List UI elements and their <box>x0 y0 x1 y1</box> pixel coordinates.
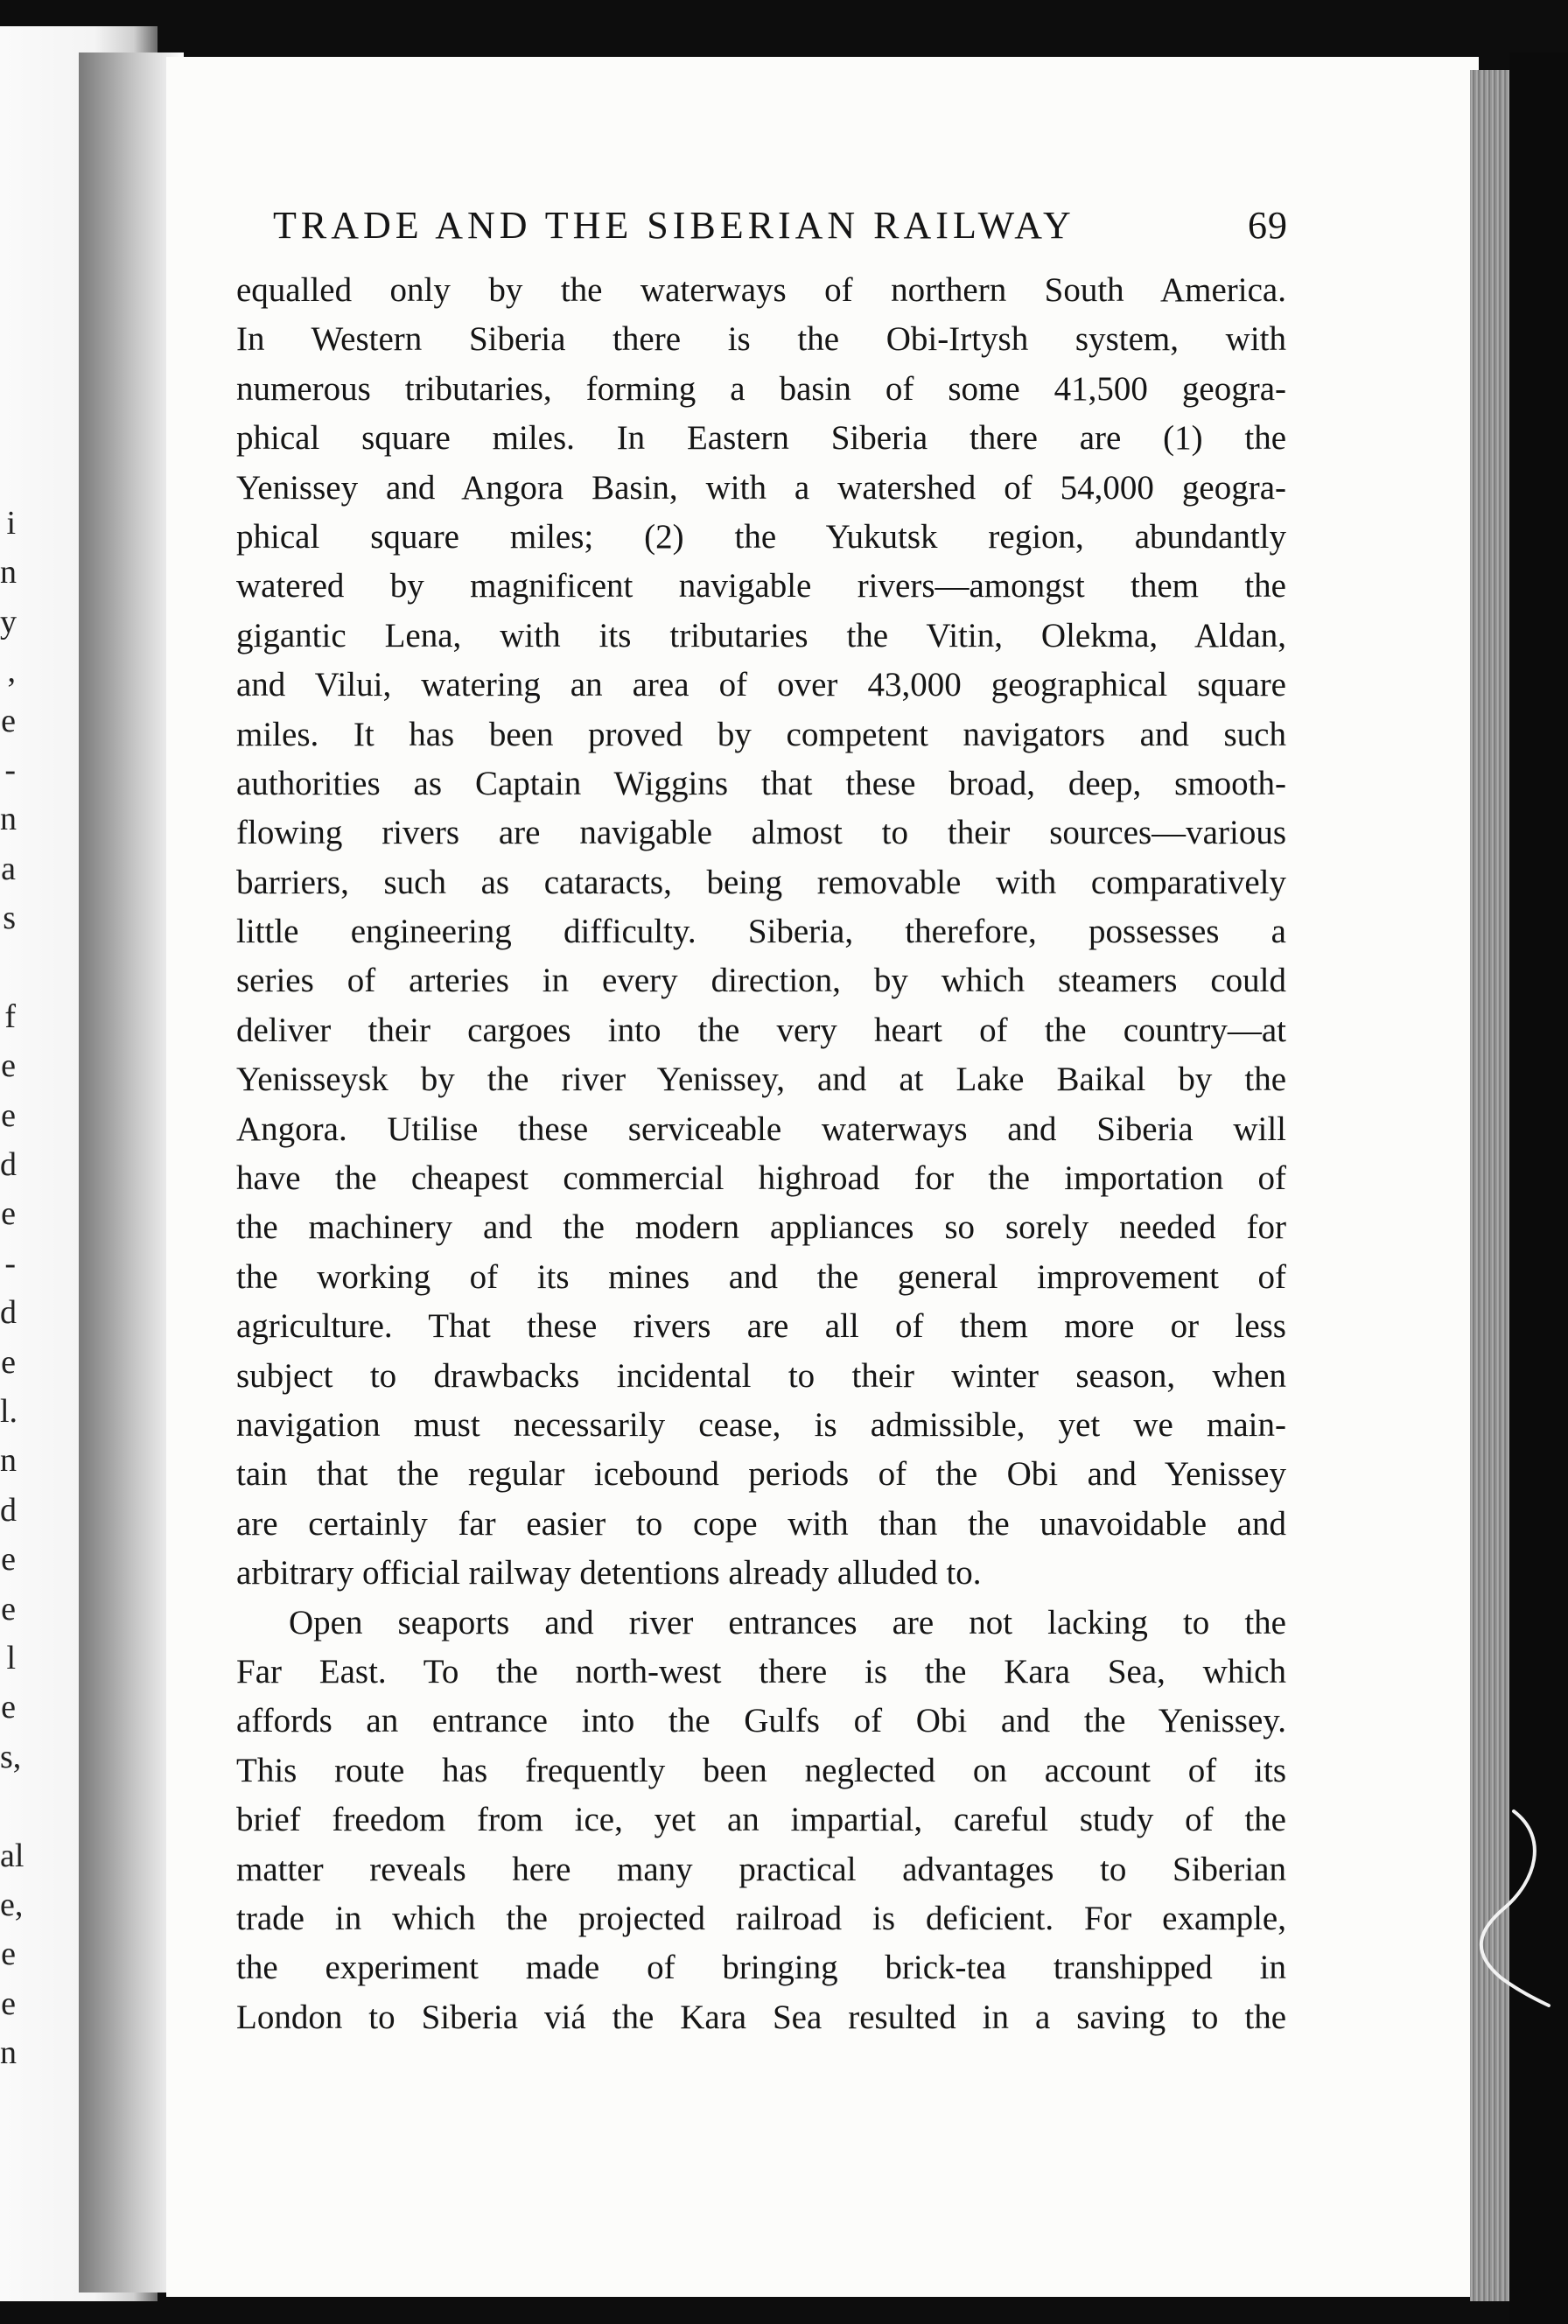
text-line: have the cheapest commercial highroad for the importation of <box>236 1159 1286 1198</box>
left-glyph: e <box>1 1984 16 2022</box>
left-glyph: e <box>1 702 16 739</box>
text-line: brief freedom from ice, yet an impartial, careful study of the <box>236 1801 1286 1839</box>
text-line: deliver their cargoes into the very heart of the country—at <box>236 1011 1286 1049</box>
left-glyph: d <box>0 1294 17 1332</box>
text-line: Angora. Utilise these serviceable waterways and Siberia will <box>236 1110 1286 1148</box>
left-glyph: l <box>6 1639 16 1676</box>
text-line: agriculture. That these rivers are all of them more or less <box>236 1307 1286 1346</box>
text-line: numerous tributaries, forming a basin of some 41,500 geogra- <box>236 369 1286 408</box>
left-glyph: d <box>0 1491 17 1529</box>
running-title: TRADE AND THE SIBERIAN RAILWAY <box>273 204 1075 247</box>
left-glyph: e <box>1 1936 16 1973</box>
left-glyph: n <box>0 1442 17 1480</box>
text-line: the machinery and the modern appliances so sorely needed for <box>236 1208 1286 1247</box>
text-line: equalled only by the waterways of northern South America. <box>236 271 1286 309</box>
text-line: London to Siberia viá the Kara Sea resulted in a saving to the <box>236 1998 1286 2036</box>
left-glyph: y <box>0 603 17 640</box>
text-line: Yenissey and Angora Basin, with a watershed of 54,000 geogra- <box>236 468 1286 507</box>
text-line: the experiment made of bringing brick-tea transhipped in <box>236 1949 1286 1987</box>
text-line: In Western Siberia there is the Obi-Irtysh system, with <box>236 320 1286 359</box>
left-glyph: e <box>1 1689 16 1726</box>
left-glyph: al <box>0 1837 24 1874</box>
text-line: series of arteries in every direction, by which steamers could <box>236 962 1286 1000</box>
text-line: Far East. To the north-west there is the Kara Sea, which <box>236 1652 1286 1690</box>
text-line: the working of its mines and the general improvement of <box>236 1257 1286 1296</box>
text-line: authorities as Captain Wiggins that these broad, deep, smooth- <box>236 764 1286 802</box>
text-line: tain that the regular icebound periods of the Obi and Yenissey <box>236 1455 1286 1494</box>
text-line: subject to drawbacks incidental to their winter season, when <box>236 1356 1286 1395</box>
left-glyph: f <box>4 998 16 1035</box>
text-line: phical square miles; (2) the Yukutsk region, abundantly <box>236 517 1286 556</box>
text-line: This route has frequently been neglected on account of its <box>236 1751 1286 1789</box>
text-line: affords an entrance into the Gulfs of Obi and the Yenissey. <box>236 1702 1286 1740</box>
text-line: matter reveals here many practical advantages to Siberian <box>236 1850 1286 1888</box>
left-glyph: l. <box>0 1393 18 1431</box>
left-glyph: e <box>1 1047 16 1085</box>
left-glyph: e <box>1 1195 16 1233</box>
text-line: arbitrary official railway detentions already alluded to. <box>236 1554 982 1592</box>
text-line: gigantic Lena, with its tributaries the Vitin, Olekma, Aldan, <box>236 616 1286 654</box>
text-line: little engineering difficulty. Siberia, therefore, possesses a <box>236 913 1286 951</box>
left-glyph: s, <box>0 1738 22 1775</box>
page-number: 69 <box>1248 204 1288 247</box>
left-glyph: e <box>1 1343 16 1381</box>
text-line: are certainly far easier to cope with than the unavoidable and <box>236 1504 1286 1543</box>
left-glyph: e <box>1 1541 16 1578</box>
left-glyph: n <box>0 801 17 838</box>
left-glyph: , <box>7 653 16 690</box>
body-text <box>236 266 1286 2042</box>
left-glyph <box>0 943 16 992</box>
left-glyph: s <box>3 900 16 937</box>
left-glyph: i <box>6 505 16 542</box>
text-line: flowing rivers are navigable almost to their sources—various <box>236 814 1286 852</box>
running-header <box>273 194 1288 256</box>
text-line: and Vilui, watering an area of over 43,000 geographical square <box>236 666 1286 704</box>
text-line: watered by magnificent navigable rivers—amongst them the <box>236 567 1286 606</box>
text-line: trade in which the projected railroad is deficient. For example, <box>236 1899 1286 1937</box>
left-glyph: n <box>0 2034 17 2072</box>
left-glyph: n <box>0 554 17 592</box>
text-line: phical square miles. In Eastern Siberia there are (1) the <box>236 419 1286 458</box>
left-glyph: d <box>0 1146 17 1184</box>
text-line: Yenisseysk by the river Yenissey, and at Lake Baikal by the <box>236 1060 1286 1099</box>
text-line: miles. It has been proved by competent navigators and such <box>236 715 1286 753</box>
left-glyph: e, <box>0 1886 24 1923</box>
left-page-margin-glyphs <box>0 499 24 2078</box>
text-line: navigation must necessarily cease, is admissible, yet we main- <box>236 1405 1286 1444</box>
bookmark-thread <box>1452 1802 1558 2012</box>
left-glyph: a <box>1 850 16 887</box>
text-line: barriers, such as cataracts, being removable with comparatively <box>236 863 1286 901</box>
text-line: Open seaports and river entrances are not lacking to the <box>289 1603 1286 1642</box>
left-glyph <box>0 1782 16 1830</box>
left-glyph: e <box>1 1590 16 1628</box>
left-glyph: e <box>1 1096 16 1134</box>
left-glyph: - <box>4 751 16 788</box>
left-glyph: - <box>4 1244 16 1282</box>
